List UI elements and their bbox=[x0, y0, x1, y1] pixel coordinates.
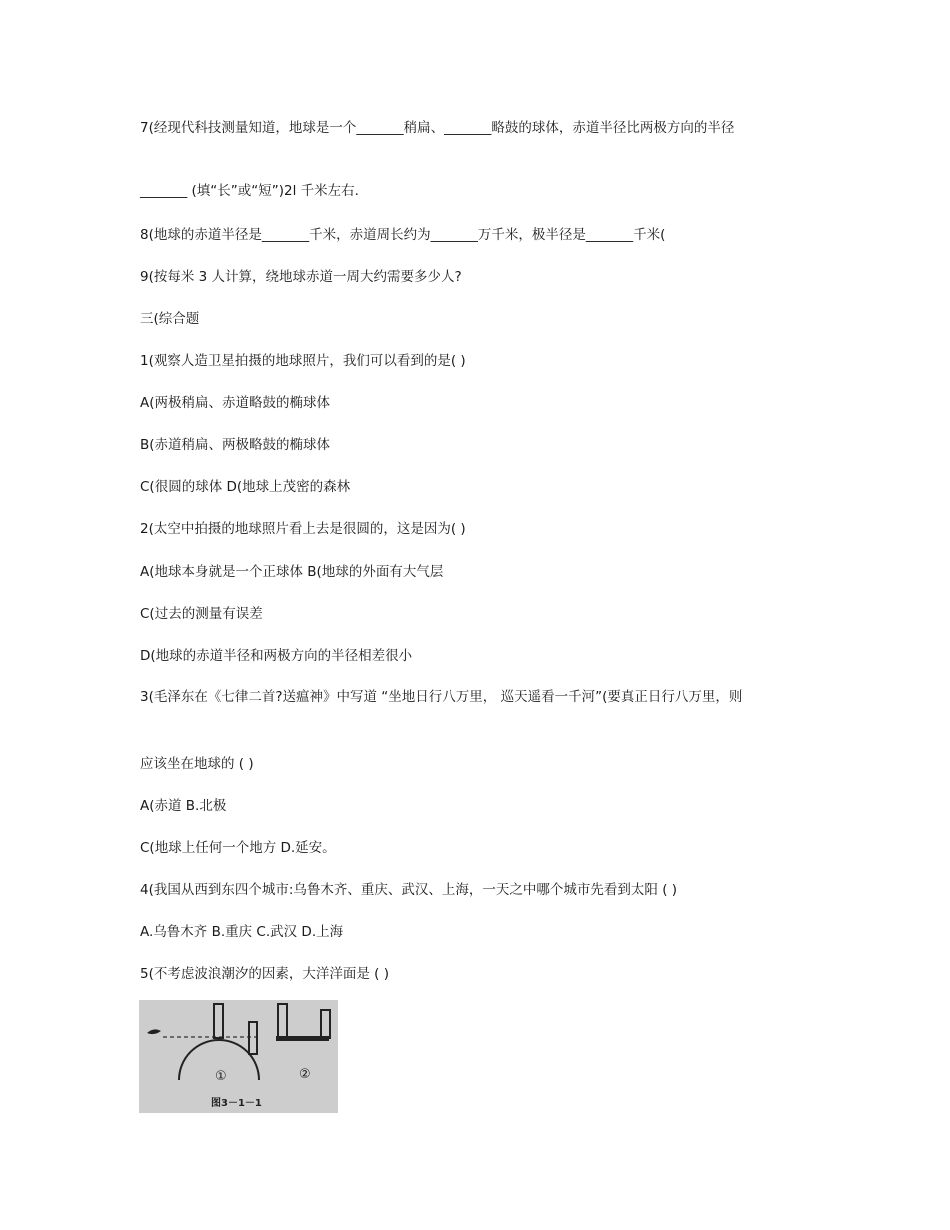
question-2-options-ab: A(地球本身就是一个正球体 B(地球的外面有大气层 bbox=[140, 564, 444, 580]
question-1-options-cd: C(很圆的球体 D(地球上茂密的森林 bbox=[140, 479, 351, 495]
question-3-options-ab: A(赤道 B.北极 bbox=[140, 798, 227, 814]
question-2-option-c: C(过去的测量有误差 bbox=[140, 606, 263, 622]
question-3: 3(毛泽东在《七律二首?送瘟神》中写道 “坐地日行八万里， 巡天遥看一千河”(要真正日行八万里，则 bbox=[140, 689, 743, 705]
figure-label-1: ① bbox=[215, 1069, 227, 1084]
question-3-continued: 应该坐在地球的 ( ) bbox=[140, 756, 254, 772]
question-9: 9(按每米 3 人计算，绕地球赤道一周大约需要多少人? bbox=[140, 269, 462, 285]
section-heading: 三(综合题 bbox=[140, 311, 200, 327]
question-1-option-a: A(两极稍扁、赤道略鼓的椭球体 bbox=[140, 395, 331, 411]
question-1-option-b: B(赤道稍扁、两极略鼓的椭球体 bbox=[140, 437, 331, 453]
question-7: 7(经现代科技测量知道，地球是一个_______稍扁、_______略鼓的球体，赤道半径比两极方向的半径 bbox=[140, 120, 735, 136]
question-7-continued: _______ (填“长”或“短”)2l 千米左右. bbox=[140, 183, 359, 199]
figure-caption: 图3－1－1 bbox=[211, 1098, 262, 1109]
figure-label-2: ② bbox=[299, 1067, 311, 1082]
question-2: 2(太空中拍摄的地球照片看上去是很圆的，这是因为( ) bbox=[140, 521, 466, 537]
question-4-options: A.乌鲁木齐 B.重庆 C.武汉 D.上海 bbox=[140, 924, 344, 940]
question-3-options-cd: C(地球上任何一个地方 D.延安。 bbox=[140, 840, 336, 856]
figure-diagram bbox=[139, 1000, 338, 1113]
question-1: 1(观察人造卫星拍摄的地球照片，我们可以看到的是( ) bbox=[140, 353, 466, 369]
question-2-option-d: D(地球的赤道半径和两极方向的半径相差很小 bbox=[140, 648, 413, 664]
figure-3-1-1 bbox=[139, 1000, 338, 1113]
question-8: 8(地球的赤道半径是_______千米，赤道周长约为_______万千米，极半径是_______千米( bbox=[140, 227, 666, 243]
question-4: 4(我国从西到东四个城市:乌鲁木齐、重庆、武汉、上海，一天之中哪个城市先看到太阳 ( ) bbox=[140, 882, 678, 898]
question-5: 5(不考虑波浪潮汐的因素，大洋洋面是 ( ) bbox=[140, 966, 389, 982]
